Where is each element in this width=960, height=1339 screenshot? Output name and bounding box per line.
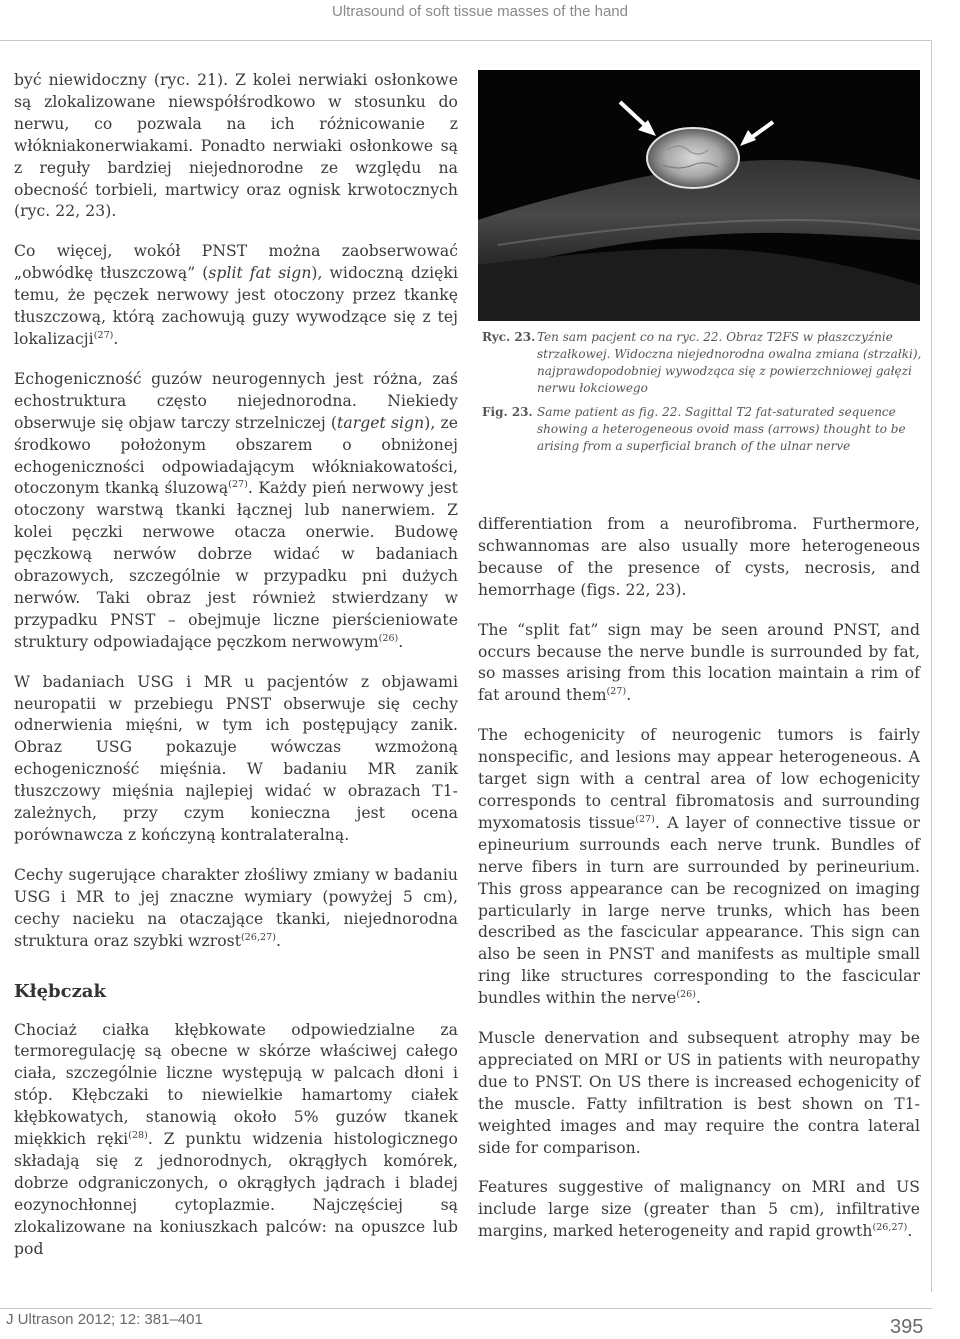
reference: (27) xyxy=(228,479,248,491)
text-span: . xyxy=(696,989,702,1008)
mri-figure xyxy=(478,70,920,321)
figure-caption-en xyxy=(482,404,922,455)
text-span: Chociaż ciałka kłębkowate odpowiedzialne za termoregulację są obecne w skórze właściwej całego ciała, szczególnie liczne występują w palcach dłoni i stóp. Kłębczaki to niewielkie hamartomy ciałek kłębkowatych, stanowią około 5% guzów tkanek miękkich ręki xyxy=(14,1020,458,1149)
paragraph: W badaniach USG i MR u pacjentów z objawami neuropatii w przebiegu PNST obserwuje się cechy odnerwienia mięśni, w tym ich postępujący zanik. Obraz USG pokazuje wówczas wzmożoną echogeniczność mięśnia. W badaniu MR zanik tłuszczowy mięśnia najlepiej widać w obrazach T1-zależnych, przy czym konieczna jest ocena porównawcza z kończyną kontralateralną. xyxy=(14,672,458,844)
journal-citation: J Ultrason 2012; 12: 381–401 xyxy=(6,1311,203,1328)
section-heading: Kłębczak xyxy=(14,980,106,1002)
text-span: . Każdy pień nerwowy jest otoczony warstwą tkanki łącznej lub nanerwiem. Z kolei pęczki nerwowe otacza onerwie. Budowę pęczkową nerwów dobrze widać w badaniach obrazowych, szczególnie w przypadku pni dużych nerwów. Taki obraz jest również stwierdzany w przypadku PNST – obejmuje liczne pierścieniowate struktury odpowiadające pęczkom nerwowym xyxy=(14,479,458,651)
right-column xyxy=(478,514,920,1261)
page-number: 395 xyxy=(890,1316,924,1338)
page-edge-rule xyxy=(931,40,932,1292)
running-title: Ultrasound of soft tissue masses of the hand xyxy=(332,3,628,20)
text-span: Cechy sugerujące charakter złośliwy zmiany w badaniu USG i MR to jej znaczne wymiary (powyżej 5 cm), cechy nacieku na otaczające tkanki, niejednorodna struktura oraz szybki wzrost xyxy=(14,865,458,950)
text-span: ), widoczną dzięki temu, że pęczek nerwowy jest otoczony przez tkankę tłuszczową, którą zachowują guzy wywodzące się z tej lokalizacji xyxy=(14,264,458,348)
paragraph xyxy=(14,241,458,351)
paragraph: differentiation from a neurofibroma. Furthermore, schwannomas are also usually more heterogeneous because of the presence of cysts, necrosis, and hemorrhage (figs. 22, 23). xyxy=(478,515,920,599)
caption-text: Same patient as fig. 22. Sagittal T2 fat-saturated sequence showing a heterogeneous ovoid mass (arrows) thought to be arising from a superficial branch of the ulnar nerve xyxy=(537,405,906,453)
header-divider xyxy=(0,40,932,41)
reference: (26,27) xyxy=(241,931,276,943)
text-span: . xyxy=(276,931,282,950)
text-span: . xyxy=(398,632,404,651)
reference: (26) xyxy=(676,988,697,1000)
text-span: Features suggestive of malignancy on MRI and US include large size (greater than 5 cm), infiltrative margins, marked heterogeneity and rapid growth xyxy=(478,1178,920,1241)
text-span: The “split fat” sign may be seen around PNST, and occurs because the nerve bundle is surrounded by fat, so masses arising from this location maintain a rim of fat around them xyxy=(478,620,920,705)
paragraph xyxy=(14,369,458,654)
running-header xyxy=(0,0,960,30)
reference: (26,27) xyxy=(872,1222,908,1234)
reference: (26) xyxy=(378,632,399,644)
text-span: Co więcej, wokół PNST można zaobserwować „obwódkę tłuszczową” ( xyxy=(14,242,458,283)
caption-label: Fig. 23. xyxy=(482,405,533,419)
text-span: The echogenicity of neurogenic tumors is fairly nonspecific, and lesions may appear heterogeneous. A target sign with a central area of low echogenicity corresponds to central fibromatosis and surrounding myxomatosis tissue xyxy=(478,726,920,832)
text-span: Echogeniczność guzów neurogennych jest różna, zaś echostruktura często niejednorodna. Niekiedy obserwuje się objaw tarczy strzelniczej ( xyxy=(14,369,458,432)
caption-label: Ryc. 23. xyxy=(482,330,536,344)
text-span: . A layer of connective tissue or epineurium surrounds each nerve trunk. Bundles of nerve fibers in turn are surrounded by perineurium. This gross appearance can be recognized on imaging particularly in large nerve trunks, which has been described as the fascicular appearance. This sign can also be seen in PNST and manifests as multiple small ring like structures corresponding to the fascicular bundles within the nerve xyxy=(478,813,920,1008)
paragraph xyxy=(478,1177,920,1243)
text-span: . xyxy=(907,1222,913,1241)
footer-divider xyxy=(0,1308,932,1309)
left-column xyxy=(14,70,458,1279)
figure-caption-pl xyxy=(482,329,922,397)
italic-term: split fat sign xyxy=(208,264,312,283)
mri-image xyxy=(478,70,920,321)
paragraph: być niewidoczny (ryc. 21). Z kolei nerwiaki osłonkowe są zlokalizowane niewspółśrodkowo w stosunku do nerwu, co pozwala na ich różnicowanie z włókniakonerwiakami. Ponadto nerwiaki osłonkowe są z reguły bardziej niejednorodne ze względu na obecność torbieli, martwicy oraz ognisk krwotocznych (ryc. 22, 23). xyxy=(14,71,458,221)
paragraph xyxy=(478,725,920,1010)
paragraph: Muscle denervation and subsequent atrophy may be appreciated on MRI or US in patients with neuropathy due to PNST. On US there is increased echogenicity of the muscle. Fatty infiltration is best shown on T1-weighted images and may require the contra lateral side for comparison. xyxy=(478,1029,920,1157)
italic-term: target sign xyxy=(337,413,425,432)
reference: (27) xyxy=(606,686,627,698)
reference: (28) xyxy=(128,1129,148,1141)
reference: (27) xyxy=(93,329,114,341)
text-span: . xyxy=(113,329,119,348)
text-span: . xyxy=(626,686,632,705)
text-span: ), ze środkowo położonym obszarem o obniżonej echogeniczności odpowiadającym włókniakowatości, otoczonym tkanką śluzową xyxy=(14,413,458,498)
paragraph xyxy=(478,620,920,708)
paragraph xyxy=(14,865,458,953)
caption-text: Ten sam pacjent co na ryc. 22. Obraz T2FS w płaszczyźnie strzałkowej. Widoczna niejednorodna owalna zmiana (strzałki), najprawdopodobniej wywodząca się z powierzchniowej gałęzi nerwu łokciowego xyxy=(537,330,922,395)
paragraph xyxy=(14,1020,458,1261)
text-span: . Z punktu widzenia histologicznego składają się z jednorodnych, okrągłych komórek, dobrze odgraniczonych, o okrągłych jądrach i bladej eozynochłonnej cytoplazmie. Najczęściej są zlokalizowane na koniuszkach palców: na opuszce lub pod xyxy=(14,1130,458,1258)
reference: (27) xyxy=(635,813,655,825)
